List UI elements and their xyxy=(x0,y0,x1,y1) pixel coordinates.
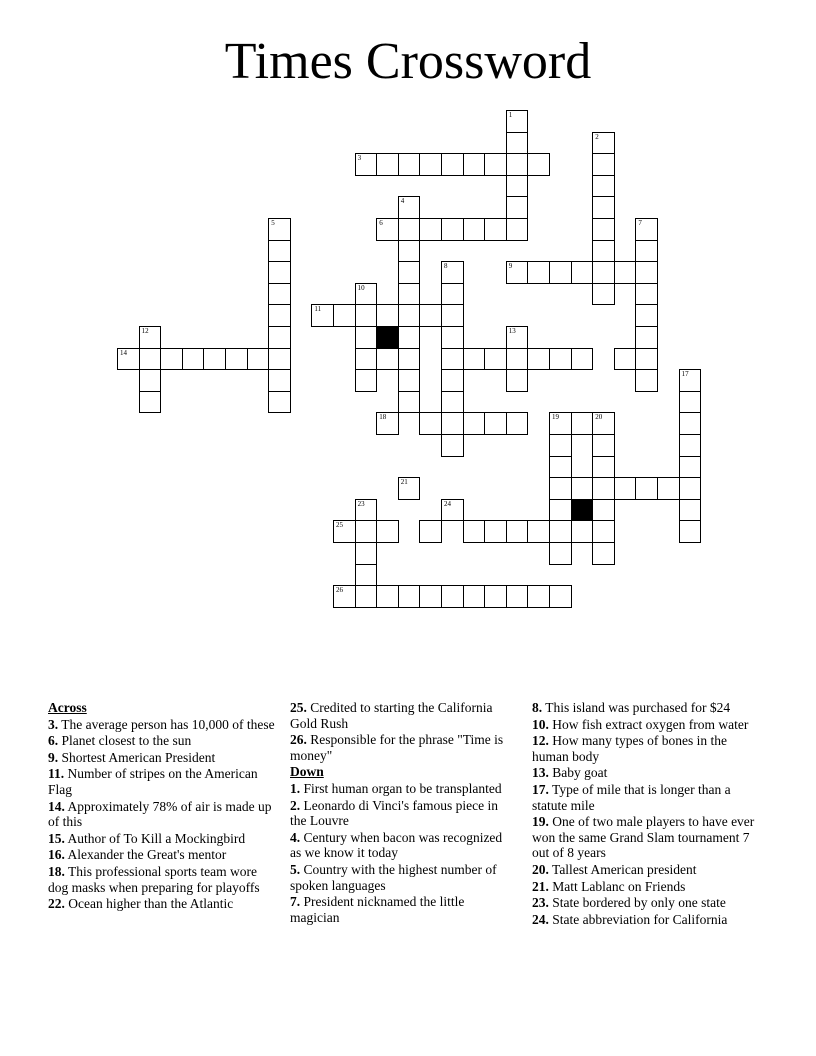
grid-cell[interactable] xyxy=(506,218,529,241)
grid-cell[interactable] xyxy=(527,348,550,371)
grid-cell[interactable] xyxy=(506,326,529,349)
grid-cell[interactable] xyxy=(592,499,615,522)
grid-cell[interactable] xyxy=(592,196,615,219)
clue-number: 26 xyxy=(336,586,343,595)
grid-cell[interactable] xyxy=(268,326,291,349)
grid-cell[interactable] xyxy=(463,520,486,543)
grid-cell[interactable] xyxy=(679,434,702,457)
grid-cell[interactable] xyxy=(117,348,140,371)
clue-number: 19 xyxy=(552,413,559,422)
grid-cell[interactable] xyxy=(657,477,680,500)
clue-number: 8 xyxy=(444,262,448,271)
clue-number: 7 xyxy=(638,219,642,227)
grid-cell[interactable] xyxy=(376,585,399,608)
across-clue: 9. Shortest American President xyxy=(48,749,216,765)
clue-number: 23 xyxy=(357,499,365,508)
grid-cell[interactable] xyxy=(419,412,442,435)
across-clue: 3. The average person has 10,000 of these xyxy=(48,716,275,732)
grid-cell[interactable] xyxy=(463,348,486,371)
grid-cell[interactable] xyxy=(549,585,572,608)
across-clue: 22. Ocean higher than the Atlantic xyxy=(48,896,234,912)
grid-cell[interactable] xyxy=(484,585,507,608)
grid-cell[interactable] xyxy=(463,412,486,435)
grid-cell[interactable] xyxy=(571,348,594,371)
down-clue: 4. Century when bacon was recognized as we know it today xyxy=(290,829,503,861)
grid-cell[interactable] xyxy=(635,304,658,327)
down-clue: 5. Country with the highest number of spoken languages xyxy=(290,861,497,893)
grid-cell[interactable] xyxy=(398,153,421,176)
grid-cell[interactable] xyxy=(398,240,421,263)
down-clue: 21. Matt Lablanc on Friends xyxy=(532,878,686,894)
grid-cell[interactable] xyxy=(549,412,572,435)
clue-number: 21 xyxy=(400,478,408,487)
clue-number: 13 xyxy=(508,327,516,335)
grid-cell[interactable] xyxy=(549,542,572,565)
clue-column-2 xyxy=(290,700,515,926)
grid-cell[interactable] xyxy=(419,153,442,176)
grid-cell[interactable] xyxy=(506,153,529,176)
grid-cell[interactable] xyxy=(527,585,550,608)
down-heading: Down xyxy=(290,764,324,780)
grid-cell[interactable] xyxy=(679,456,702,479)
clue-number: 20 xyxy=(595,413,603,422)
grid-cell[interactable] xyxy=(635,240,658,263)
grid-cell[interactable] xyxy=(419,304,442,327)
down-clue: 17. Type of mile that is longer than a statute mile xyxy=(532,781,731,813)
grid-cell[interactable] xyxy=(398,326,421,349)
grid-cell[interactable] xyxy=(355,283,378,306)
clue-number: 5 xyxy=(271,219,275,227)
grid-cell[interactable] xyxy=(441,499,464,522)
grid-cell[interactable] xyxy=(268,283,291,306)
grid-cell[interactable] xyxy=(679,477,702,500)
grid-cell[interactable] xyxy=(506,412,529,435)
clue-number: 1 xyxy=(508,111,513,119)
grid-cell[interactable] xyxy=(592,218,615,241)
grid-cell[interactable] xyxy=(571,520,594,543)
grid-cell[interactable] xyxy=(679,520,702,543)
grid-cell[interactable] xyxy=(635,283,658,306)
grid-cell[interactable] xyxy=(268,261,291,284)
grid-cell[interactable] xyxy=(247,348,270,371)
grid-cell[interactable] xyxy=(398,304,421,327)
grid-cell[interactable] xyxy=(506,261,529,284)
down-clue: 24. State abbreviation for California xyxy=(532,911,728,927)
grid-cell[interactable] xyxy=(139,348,162,371)
grid-cell[interactable] xyxy=(527,153,550,176)
grid-cell[interactable] xyxy=(571,412,594,435)
grid-cell[interactable] xyxy=(592,283,615,306)
clue-column-1 xyxy=(48,700,276,913)
across-clue: 11. Number of stripes on the American Flag xyxy=(48,766,258,797)
grid-cell[interactable] xyxy=(376,153,399,176)
grid-cell[interactable] xyxy=(139,391,162,414)
grid-cell[interactable] xyxy=(398,369,421,392)
grid-cell[interactable] xyxy=(549,261,572,284)
grid-cell[interactable] xyxy=(441,412,464,435)
across-clue: 26. Responsible for the phrase "Time is money" xyxy=(290,732,504,763)
page-title: Times Crossword xyxy=(224,33,592,90)
grid-cell[interactable] xyxy=(484,153,507,176)
grid-cell[interactable] xyxy=(333,520,356,543)
clue-number: 14 xyxy=(120,348,127,357)
grid-cell[interactable] xyxy=(398,391,421,414)
clue-number: 9 xyxy=(508,262,513,271)
grid-cell[interactable] xyxy=(592,412,615,435)
clue-number: 3 xyxy=(357,154,362,163)
clue-column-3 xyxy=(532,700,764,928)
grid-cell[interactable] xyxy=(484,218,507,241)
grid-cell[interactable] xyxy=(614,477,637,500)
grid-cell[interactable] xyxy=(268,369,291,392)
grid-cell[interactable] xyxy=(549,499,572,522)
grid-cell[interactable] xyxy=(614,261,637,284)
grid-cell[interactable] xyxy=(311,304,334,327)
grid-cell[interactable] xyxy=(398,283,421,306)
down-clue: 2. Leonardo di Vinci's famous piece in the Louvre xyxy=(290,797,498,829)
grid-cell[interactable] xyxy=(441,585,464,608)
grid-cell[interactable] xyxy=(355,542,378,565)
grid-cell[interactable] xyxy=(506,110,529,133)
grid-cell[interactable] xyxy=(225,348,248,371)
grid-cell[interactable] xyxy=(441,283,464,306)
grid-cell[interactable] xyxy=(506,520,529,543)
down-clue: 23. State bordered by only one state xyxy=(532,895,726,911)
grid-cell[interactable] xyxy=(419,218,442,241)
across-clue: 18. This professional sports team wore dog masks when preparing for playoffs xyxy=(48,863,260,895)
grid-cell[interactable] xyxy=(571,261,594,284)
grid-cell[interactable] xyxy=(355,304,378,327)
grid-cell[interactable] xyxy=(592,132,615,155)
grid-cell[interactable] xyxy=(268,240,291,263)
grid-cell[interactable] xyxy=(355,499,378,522)
clue-number: 17 xyxy=(681,370,689,379)
grid-cell[interactable] xyxy=(139,326,162,349)
grid-cell[interactable] xyxy=(160,348,183,371)
grid-cell[interactable] xyxy=(398,218,421,241)
grid-cell[interactable] xyxy=(398,477,421,500)
grid-cell[interactable] xyxy=(139,369,162,392)
grid-cell[interactable] xyxy=(419,585,442,608)
clue-number: 18 xyxy=(379,413,387,422)
clue-number: 2 xyxy=(595,132,599,141)
grid-cell[interactable] xyxy=(355,585,378,608)
across-clue: 25. Credited to starting the California Gold Rush xyxy=(290,700,493,731)
grid-cell[interactable] xyxy=(592,434,615,457)
across-clue: 6. Planet closest to the sun xyxy=(48,733,192,749)
grid-cell[interactable] xyxy=(527,520,550,543)
grid-cell[interactable] xyxy=(203,348,226,371)
grid-cell[interactable] xyxy=(592,175,615,198)
grid-cell[interactable] xyxy=(463,153,486,176)
clue-number: 12 xyxy=(141,327,149,335)
grid-cell[interactable] xyxy=(592,153,615,176)
grid-cell[interactable] xyxy=(679,391,702,414)
grid-cell[interactable] xyxy=(441,304,464,327)
grid-cell[interactable] xyxy=(441,218,464,241)
grid-cell[interactable] xyxy=(635,261,658,284)
across-clue: 15. Author of To Kill a Mockingbird xyxy=(48,830,246,846)
grid-cell[interactable] xyxy=(333,304,356,327)
down-clue: 20. Tallest American president xyxy=(532,861,697,877)
grid-cell[interactable] xyxy=(268,348,291,371)
grid-cell[interactable] xyxy=(355,564,378,587)
grid-cell[interactable] xyxy=(635,369,658,392)
grid-cell[interactable] xyxy=(592,240,615,263)
grid-cell[interactable] xyxy=(549,520,572,543)
grid-cell[interactable] xyxy=(441,261,464,284)
grid-cell[interactable] xyxy=(592,542,615,565)
across-clue: 14. Approximately 78% of air is made up of this xyxy=(48,798,272,830)
grid-cell[interactable] xyxy=(419,520,442,543)
clue-number: 24 xyxy=(444,499,451,508)
grid-cell[interactable] xyxy=(506,369,529,392)
clue-number: 25 xyxy=(336,521,343,530)
grid-cell[interactable] xyxy=(635,326,658,349)
grid-cell[interactable] xyxy=(398,261,421,284)
clue-number: 11 xyxy=(314,305,322,314)
grid-cell[interactable] xyxy=(506,175,529,198)
grid-cell[interactable] xyxy=(635,348,658,371)
down-clue: 12. How many types of bones in the human body xyxy=(532,733,727,764)
grid-cell[interactable] xyxy=(398,348,421,371)
grid-cell[interactable] xyxy=(441,348,464,371)
grid-cell[interactable] xyxy=(592,520,615,543)
grid-cell[interactable] xyxy=(441,434,464,457)
grid-cell[interactable] xyxy=(355,326,378,349)
grid-cell[interactable] xyxy=(635,477,658,500)
grid-cell[interactable] xyxy=(376,348,399,371)
grid-cell[interactable] xyxy=(592,456,615,479)
grid-cell[interactable] xyxy=(571,477,594,500)
clue-number: 6 xyxy=(379,219,383,227)
clue-number: 10 xyxy=(357,283,365,292)
grid-cell[interactable] xyxy=(592,261,615,284)
grid-cell[interactable] xyxy=(506,132,529,155)
grid-cell[interactable] xyxy=(376,304,399,327)
grid-cell[interactable] xyxy=(484,412,507,435)
grid-cell[interactable] xyxy=(549,434,572,457)
clue-number: 4 xyxy=(400,197,405,206)
grid-cell[interactable] xyxy=(268,304,291,327)
grid-cell[interactable] xyxy=(527,261,550,284)
grid-cell[interactable] xyxy=(549,477,572,500)
grid-cell[interactable] xyxy=(592,477,615,500)
black-square xyxy=(376,326,399,349)
grid-cell[interactable] xyxy=(376,520,399,543)
across-clue: 16. Alexander the Great's mentor xyxy=(48,847,227,863)
down-clue: 19. One of two male players to have ever won the same Grand Slam tournament 7 out of 8 years xyxy=(532,814,755,861)
grid-cell[interactable] xyxy=(355,348,378,371)
grid-cell[interactable] xyxy=(614,348,637,371)
grid-cell[interactable] xyxy=(679,412,702,435)
grid-cell[interactable] xyxy=(355,369,378,392)
grid-cell[interactable] xyxy=(484,348,507,371)
down-clue: 7. President nicknamed the little magician xyxy=(290,894,465,925)
grid-cell[interactable] xyxy=(679,499,702,522)
grid-cell[interactable] xyxy=(182,348,205,371)
grid-cell[interactable] xyxy=(333,585,356,608)
down-clue: 8. This island was purchased for $24 xyxy=(532,700,731,715)
grid-cell[interactable] xyxy=(549,348,572,371)
grid-cell[interactable] xyxy=(441,391,464,414)
grid-cell[interactable] xyxy=(376,412,399,435)
grid-cell[interactable] xyxy=(441,153,464,176)
grid-cell[interactable] xyxy=(506,585,529,608)
down-clue: 13. Baby goat xyxy=(532,765,608,781)
grid-cell[interactable] xyxy=(268,391,291,414)
grid-cell[interactable] xyxy=(268,218,291,241)
grid-cell[interactable] xyxy=(506,196,529,219)
grid-cell[interactable] xyxy=(484,520,507,543)
grid-cell[interactable] xyxy=(635,218,658,241)
grid-cell[interactable] xyxy=(355,520,378,543)
grid-cell[interactable] xyxy=(463,218,486,241)
grid-cell[interactable] xyxy=(549,456,572,479)
grid-cell[interactable] xyxy=(398,196,421,219)
grid-cell[interactable] xyxy=(398,585,421,608)
across-heading: Across xyxy=(48,700,87,715)
black-square xyxy=(571,499,594,522)
grid-cell[interactable] xyxy=(463,585,486,608)
down-clue: 1. First human organ to be transplanted xyxy=(290,780,502,796)
grid-cell[interactable] xyxy=(441,369,464,392)
grid-cell[interactable] xyxy=(506,348,529,371)
grid-cell[interactable] xyxy=(679,369,702,392)
down-clue: 10. How fish extract oxygen from water xyxy=(532,716,749,732)
grid-cell[interactable] xyxy=(441,326,464,349)
grid-cell[interactable] xyxy=(355,153,378,176)
grid-cell[interactable] xyxy=(376,218,399,241)
